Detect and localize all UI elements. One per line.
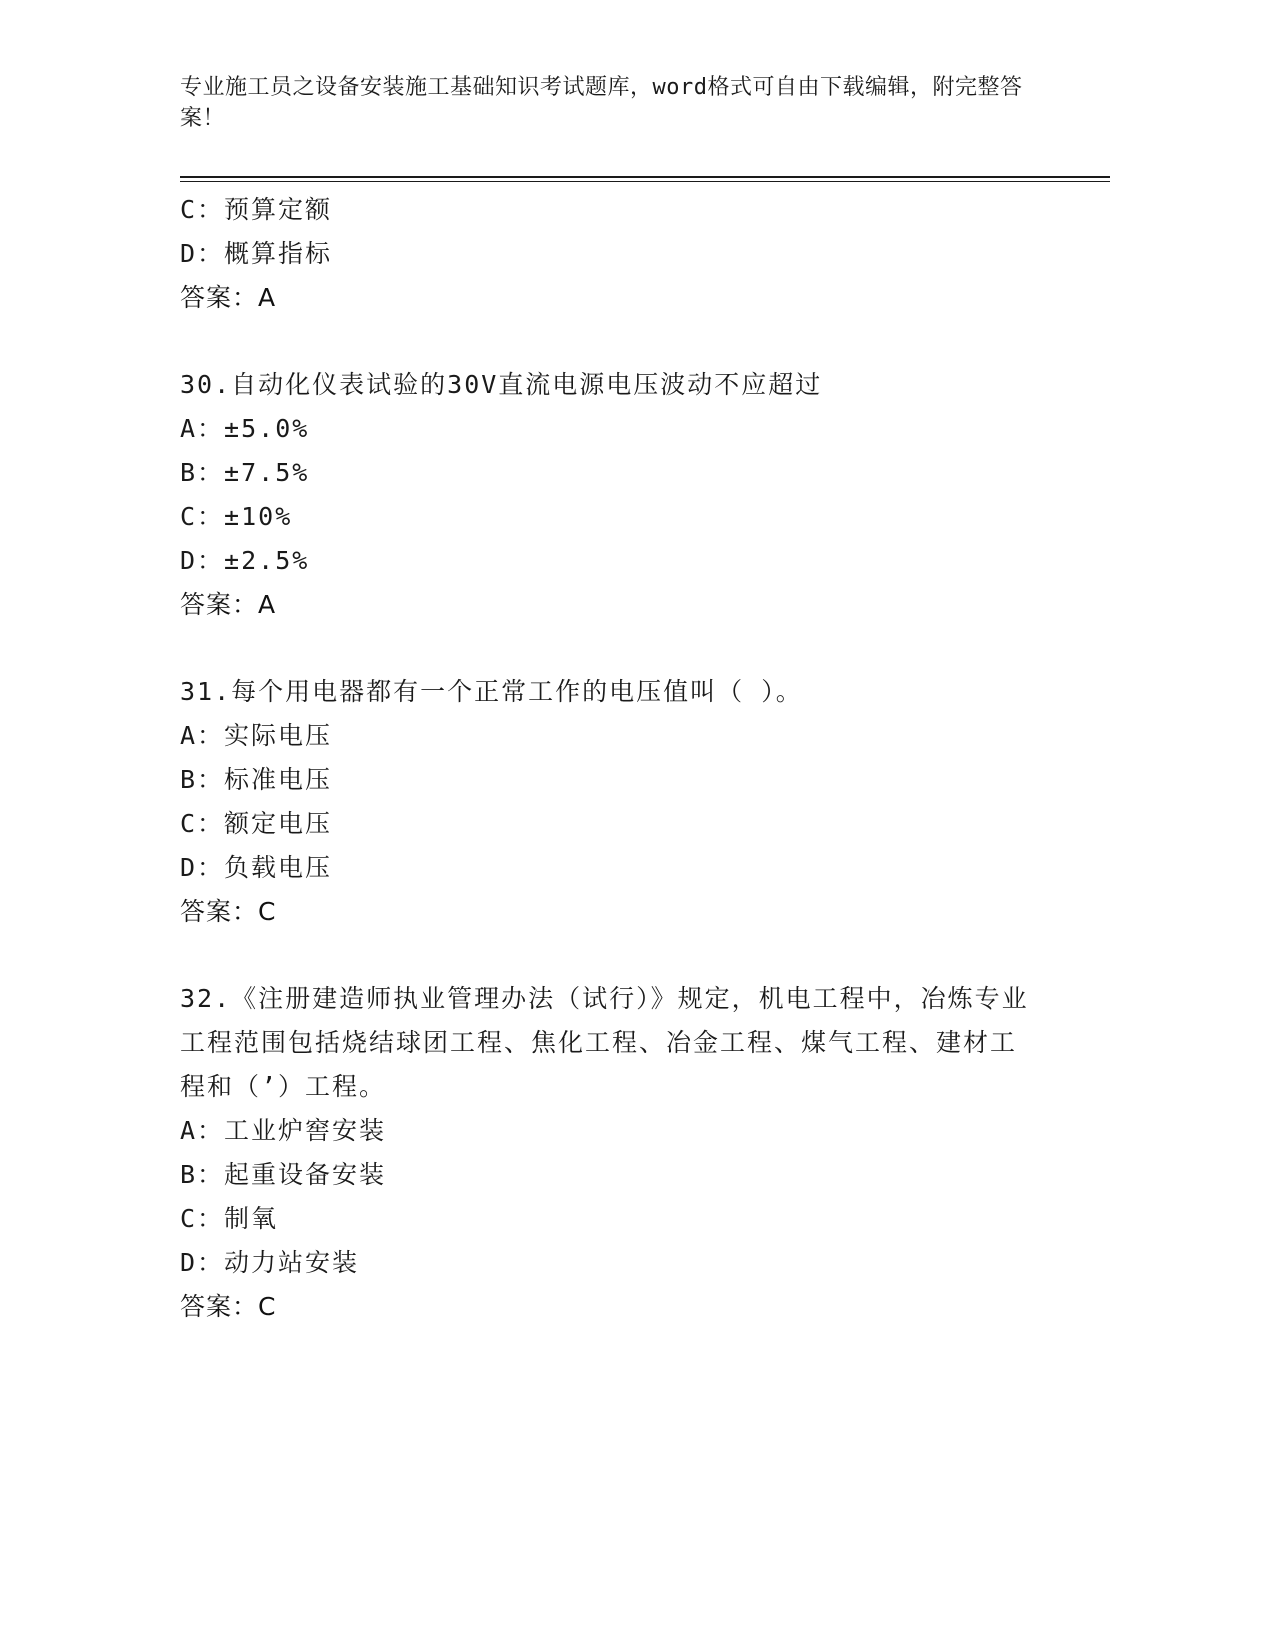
option-c: C：±10% — [180, 502, 293, 531]
answer-line: 答案：A — [180, 590, 277, 619]
option-d: D：负载电压 — [180, 853, 333, 882]
option-d: D：±2.5% — [180, 546, 310, 575]
document-body — [180, 188, 1080, 1329]
option-b: B：标准电压 — [180, 765, 333, 794]
answer-line: 答案：C — [180, 1292, 277, 1321]
option-a: A：±5.0% — [180, 414, 310, 443]
option-d: D：动力站安装 — [180, 1248, 360, 1277]
question-stem: 30.自动化仪表试验的30V直流电源电压波动不应超过 — [180, 370, 823, 399]
question-31 — [180, 670, 1080, 934]
header-divider-thick — [180, 176, 1110, 178]
answer-line: 答案：C — [180, 897, 277, 926]
question-30 — [180, 363, 1080, 627]
answer-line: 答案：A — [180, 283, 277, 312]
option-c: C：额定电压 — [180, 809, 333, 838]
question-stem: 31.每个用电器都有一个正常工作的电压值叫（ ）。 — [180, 677, 803, 706]
header-divider-thin — [180, 181, 1110, 182]
question-stem: 32.《注册建造师执业管理办法（试行）》规定，机电工程中，冶炼专业工程范围包括烧结球团工程、焦化工程、冶金工程、煤气工程、建材工程和（’）工程。 — [180, 984, 1029, 1101]
document-header: 专业施工员之设备安装施工基础知识考试题库，word格式可自由下载编辑，附完整答案！ — [180, 75, 1023, 131]
option-b: B：起重设备安装 — [180, 1160, 387, 1189]
question-32 — [180, 977, 1080, 1329]
option-a: A：工业炉窖安装 — [180, 1116, 387, 1145]
option-d: D：概算指标 — [180, 239, 333, 268]
option-c: C：预算定额 — [180, 195, 333, 224]
option-b: B：±7.5% — [180, 458, 310, 487]
carryover-block — [180, 188, 1080, 320]
option-c: C：制氧 — [180, 1204, 279, 1233]
option-a: A：实际电压 — [180, 721, 333, 750]
